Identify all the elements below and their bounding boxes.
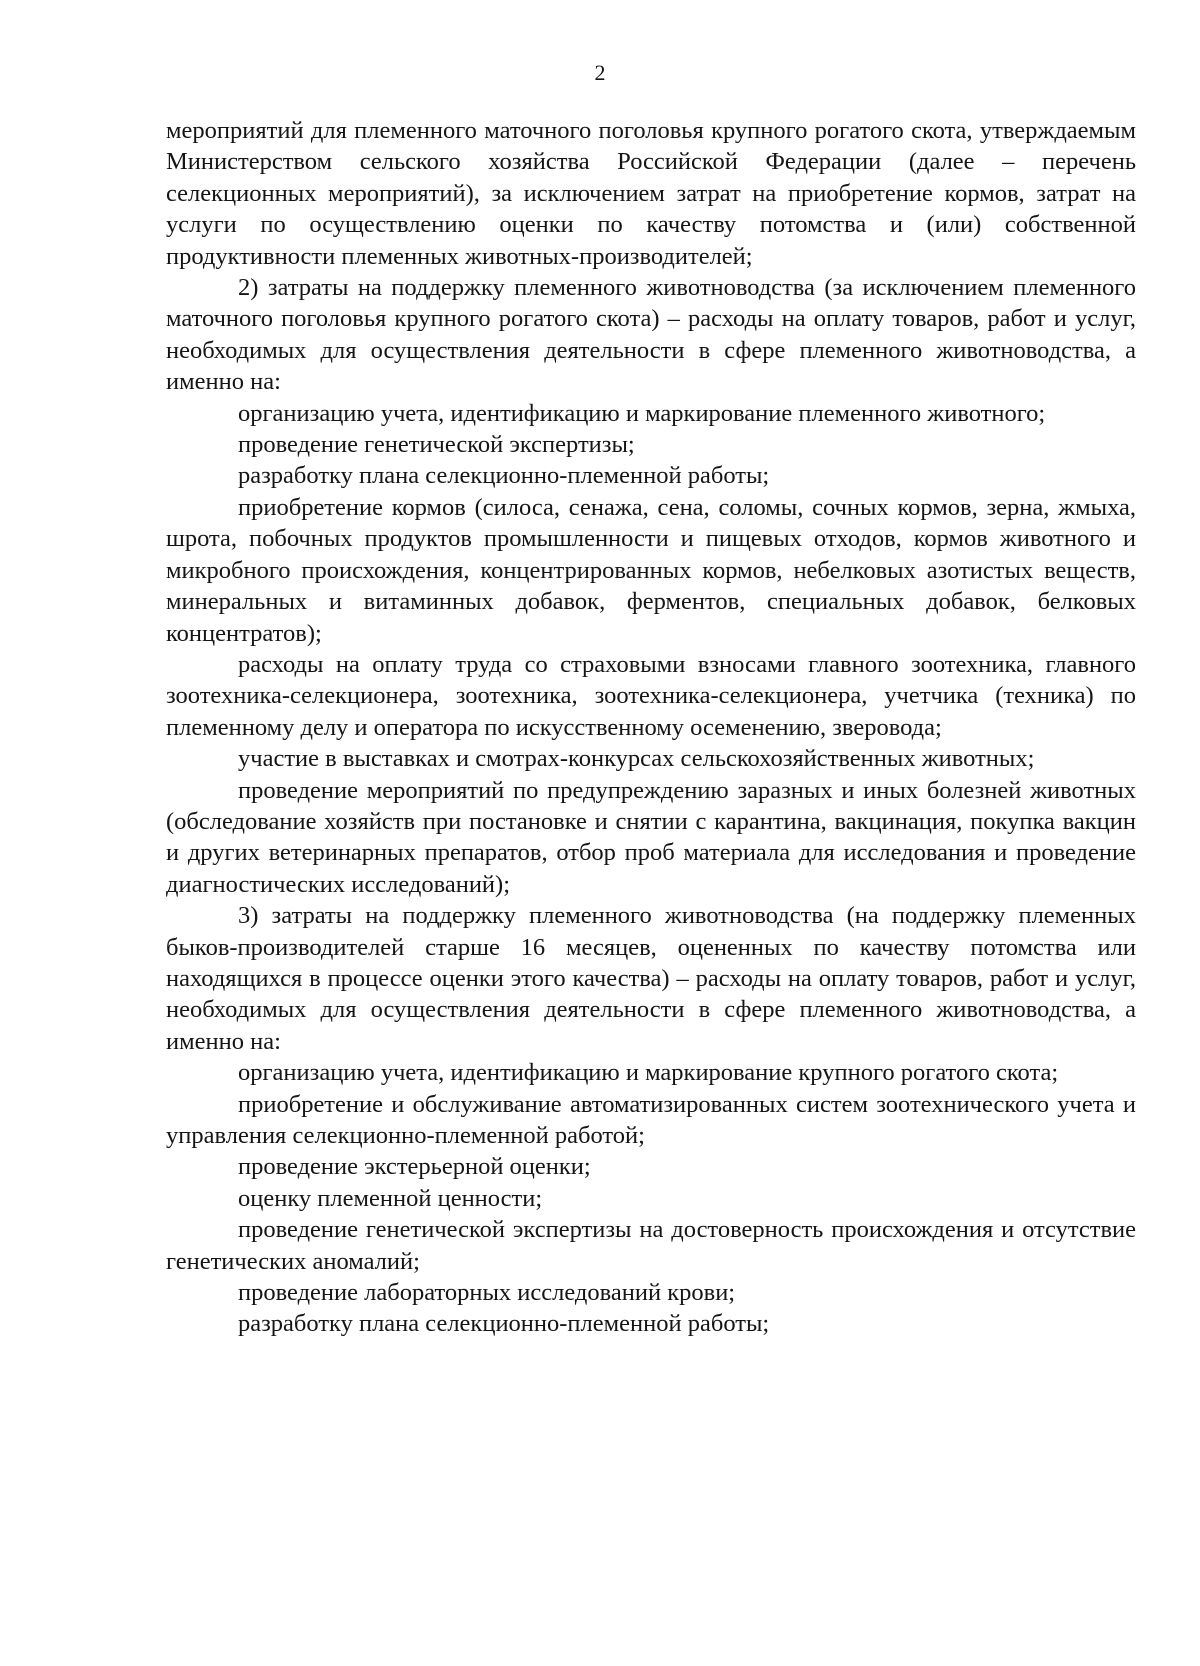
paragraph: проведение генетической экспертизы; <box>238 431 635 459</box>
paragraph: участие в выставках и смотрах-конкурсах сельскохозяйственных животных; <box>238 745 1035 773</box>
page-number: 2 <box>594 60 606 85</box>
paragraph-item-3: 3) затраты на поддержку племенного животноводства (на поддержку племенных быков-производителей старше 16 месяцев, оцененных по качеству потомства или находящихся в процессе оценки этого качества) – расходы на оплату товаров, работ и услуг, необходимых для осуществления деятельности в сфере племенного животноводства, а именно на: <box>166 902 1136 1055</box>
paragraph: разработку плана селекционно-племенной работы; <box>238 1310 770 1338</box>
paragraph: проведение экстерьерной оценки; <box>238 1153 591 1181</box>
paragraph: организацию учета, идентификацию и маркирование крупного рогатого скота; <box>238 1059 1059 1087</box>
paragraph-continuation: мероприятий для племенного маточного поголовья крупного рогатого скота, утверждаемым Министерством сельского хозяйства Российской Федерации (далее – перечень селекционных мероприятий), за исключением затрат на приобретение кормов, затрат на услуги по осуществлению оценки по качеству потомства и (или) собственной продуктивности племенных животных-производителей; <box>166 117 1136 270</box>
paragraph: проведение лабораторных исследований крови; <box>238 1279 736 1307</box>
paragraph-item-2: 2) затраты на поддержку племенного животноводства (за исключением племенного маточного поголовья крупного рогатого скота) – расходы на оплату товаров, работ и услуг, необходимых для осуществления деятельности в сфере племенного животноводства, а именно на: <box>166 274 1136 396</box>
paragraph: проведение генетической экспертизы на достоверность происхождения и отсутствие генетических аномалий; <box>166 1216 1136 1275</box>
document-body <box>166 115 1136 1340</box>
paragraph: расходы на оплату труда со страховыми взносами главного зоотехника, главного зоотехника-селекционера, зоотехника, зоотехника-селекционера, учетчика (техника) по племенному делу и оператора по искусственному осеменению, звероводa; <box>166 650 1136 741</box>
paragraph: организацию учета, идентификацию и маркирование племенного животного; <box>238 399 1046 427</box>
paragraph: приобретение кормов (силоса, сенажа, сена, соломы, сочных кормов, зерна, жмыха, шрота, побочных продуктов промышленности и пищевых отходов, кормов животного и микробного происхождения, концентрированных кормов, небелковых азотистых веществ, минеральных и витаминных добавок, ферментов, специальных добавок, белковых концентратов); <box>166 493 1136 647</box>
paragraph: приобретение и обслуживание автоматизированных систем зоотехнического учета и управления селекционно-племенной работой; <box>166 1090 1136 1149</box>
paragraph: разработку плана селекционно-племенной работы; <box>238 462 770 490</box>
paragraph: оценку племенной ценности; <box>238 1184 543 1212</box>
paragraph: проведение мероприятий по предупреждению заразных и иных болезней животных (обследование хозяйств при постановке и снятии с карантина, вакцинация, покупка вакцин и других ветеринарных препаратов, отбор проб материала для исследования и проведение диагностических исследований); <box>166 776 1136 898</box>
